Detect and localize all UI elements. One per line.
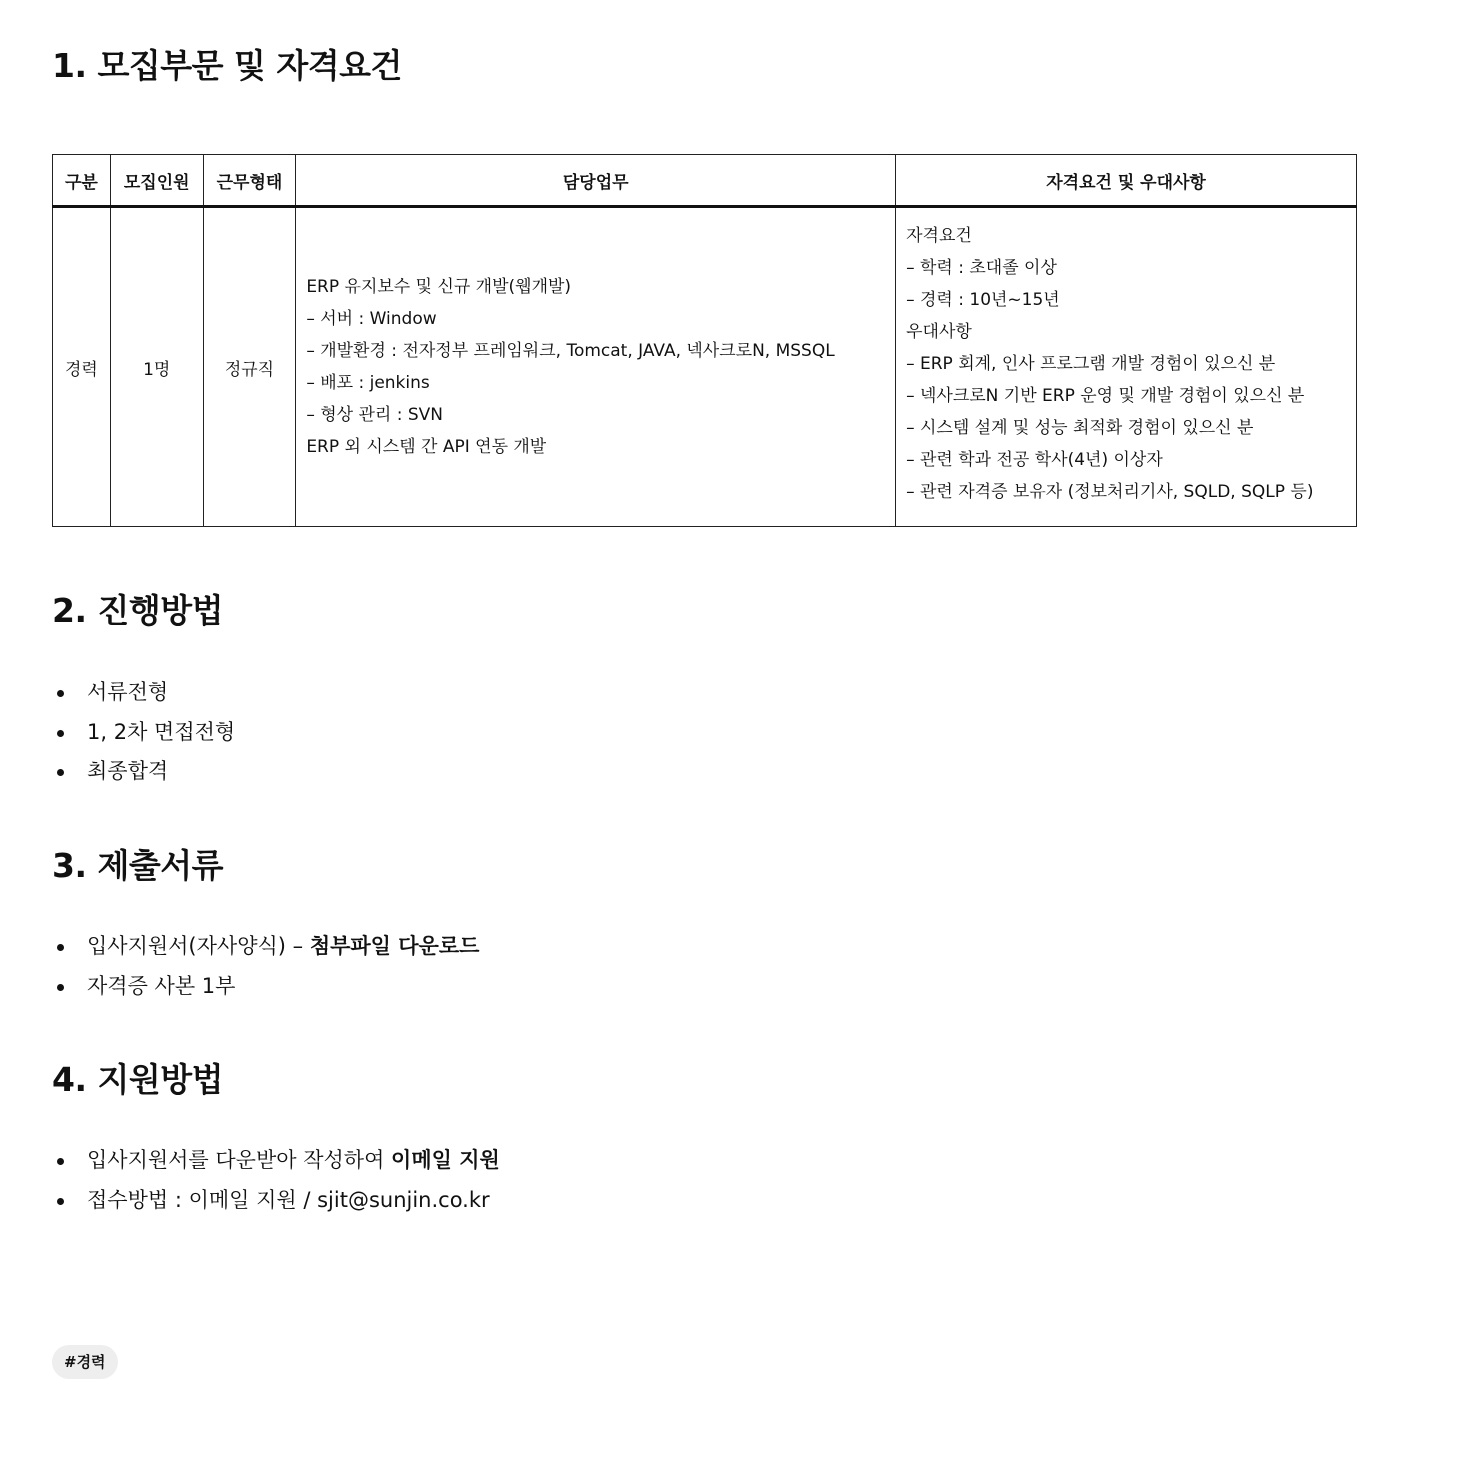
- email-apply-emphasis: 이메일 지원: [391, 1148, 500, 1172]
- list-item: [52, 752, 235, 792]
- bullet-icon: [57, 1158, 64, 1165]
- list-item: [52, 967, 479, 1007]
- qualification-line: – 시스템 설계 및 성능 최적화 경험이 있으신 분: [906, 418, 1254, 438]
- documents-list: [52, 927, 479, 1006]
- qualification-line: – 학력 : 초대졸 이상: [906, 258, 1057, 278]
- list-item-text: 입사지원서를 다운받아 작성하여: [87, 1148, 392, 1172]
- bullet-icon: [57, 769, 64, 776]
- cell-employment-type: 정규직: [203, 207, 296, 527]
- header-employment-type: 근무형태: [203, 155, 296, 207]
- duty-line: ERP 외 시스템 간 API 연동 개발: [306, 437, 547, 457]
- header-headcount: 모집인원: [110, 155, 203, 207]
- qualification-line: 자격요건: [906, 226, 972, 246]
- header-qualifications: 자격요건 및 우대사항: [896, 155, 1357, 207]
- list-item-text: 최종합격: [87, 759, 169, 783]
- bullet-icon: [57, 984, 64, 991]
- list-item: [52, 673, 235, 713]
- bullet-icon: [57, 690, 64, 697]
- process-list: [52, 673, 235, 792]
- list-item: [52, 1141, 500, 1181]
- attachment-download-link[interactable]: 첨부파일 다운로드: [309, 934, 480, 958]
- list-item-text: 서류전형: [87, 680, 169, 704]
- cell-qualifications: [896, 207, 1357, 527]
- qualification-line: – ERP 회계, 인사 프로그램 개발 경험이 있으신 분: [906, 354, 1276, 374]
- recruitment-table: [52, 154, 1357, 527]
- qualification-line: – 관련 자격증 보유자 (정보처리기사, SQLD, SQLP 등): [906, 482, 1314, 502]
- qualification-line: – 관련 학과 전공 학사(4년) 이상자: [906, 450, 1163, 470]
- list-item: [52, 1181, 500, 1221]
- list-item-text: 자격증 사본 1부: [87, 973, 236, 998]
- list-item: [52, 927, 479, 967]
- qualification-line: – 경력 : 10년~15년: [906, 290, 1060, 310]
- duty-line: – 형상 관리 : SVN: [306, 405, 443, 425]
- cell-division: 경력: [53, 207, 111, 527]
- duty-line: ERP 유지보수 및 신규 개발(웹개발): [306, 277, 572, 297]
- qualification-line: 우대사항: [906, 322, 972, 342]
- section-title-application: 4. 지원방법: [52, 1060, 223, 1099]
- duty-line: – 서버 : Window: [306, 309, 437, 329]
- header-duties: 담당업무: [296, 155, 896, 207]
- bullet-icon: [57, 1198, 64, 1205]
- bullet-icon: [57, 944, 64, 951]
- tag-career[interactable]: #경력: [52, 1345, 118, 1379]
- list-item: [52, 713, 235, 753]
- header-division: 구분: [53, 155, 111, 207]
- cell-headcount: 1명: [110, 207, 203, 527]
- qualification-line: – 넥사크로N 기반 ERP 운영 및 개발 경험이 있으신 분: [906, 386, 1305, 406]
- section-title-recruitment: 1. 모집부문 및 자격요건: [52, 46, 402, 85]
- table-header-row: [53, 155, 1357, 207]
- list-item-text: 입사지원서(자사양식) –: [87, 934, 310, 958]
- duty-line: – 개발환경 : 전자정부 프레임워크, Tomcat, JAVA, 넥사크로N, MSSQL: [306, 341, 835, 361]
- application-list: [52, 1141, 500, 1220]
- table-row: [53, 207, 1357, 527]
- section-title-documents: 3. 제출서류: [52, 846, 223, 885]
- duty-line: – 배포 : jenkins: [306, 373, 430, 393]
- cell-duties: [296, 207, 896, 527]
- bullet-icon: [57, 730, 64, 737]
- list-item-text: 1, 2차 면접전형: [87, 719, 236, 744]
- list-item-text: 접수방법 : 이메일 지원 / sjit@sunjin.co.kr: [87, 1187, 490, 1212]
- section-title-process: 2. 진행방법: [52, 591, 223, 630]
